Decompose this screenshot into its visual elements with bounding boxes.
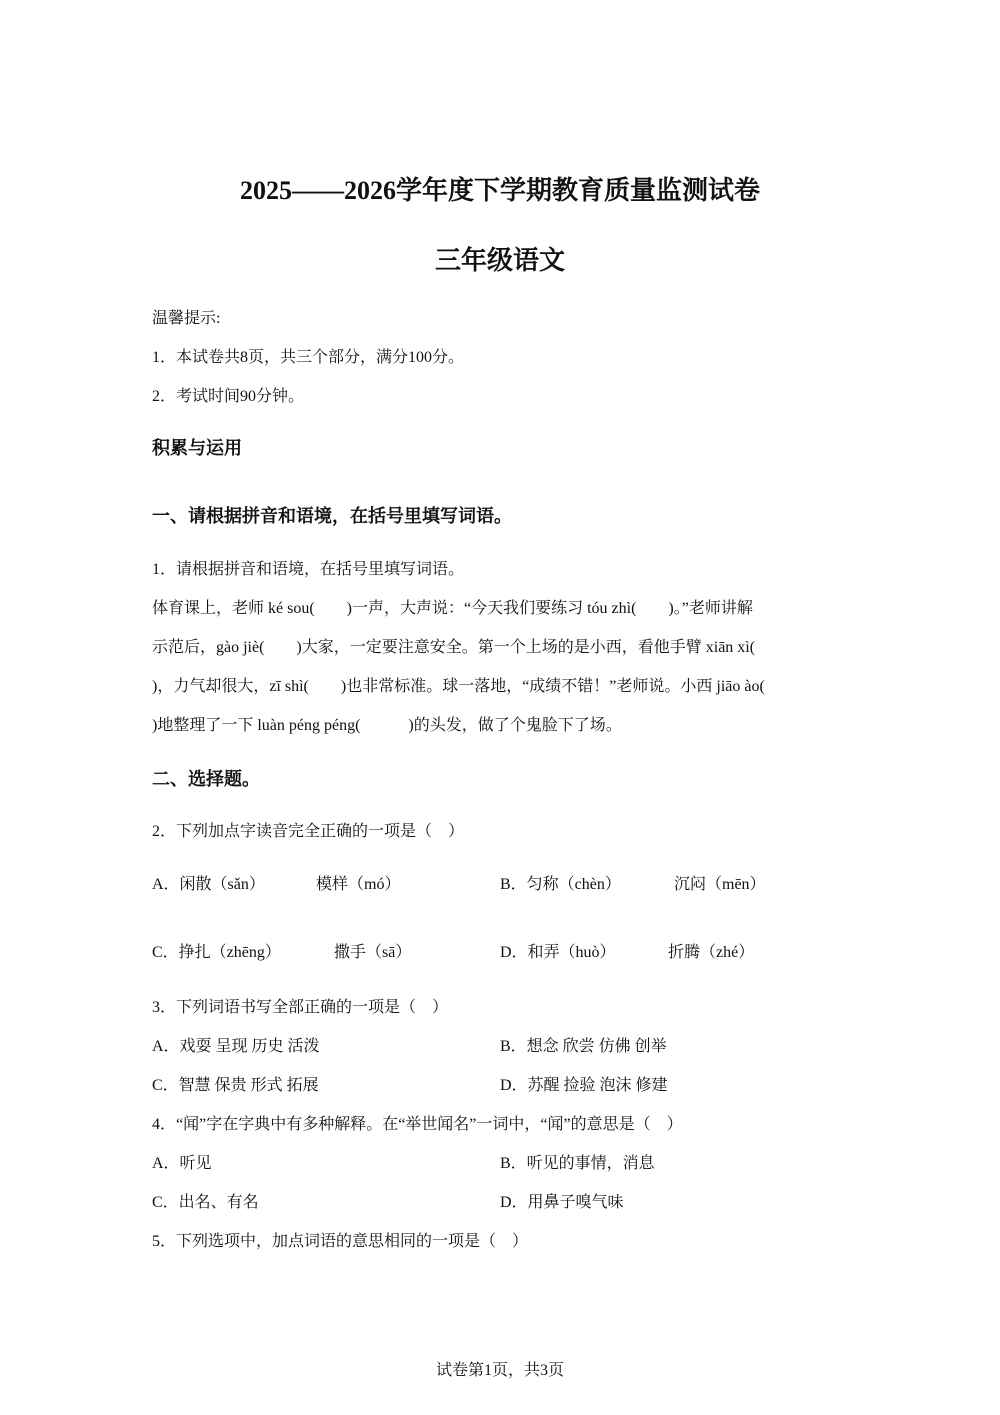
option-b: B．想念 欣尝 仿佛 创举 <box>500 1038 667 1055</box>
exam-subtitle: 三年级语文 <box>434 246 565 275</box>
notice-item: 1．本试卷共8页，共三个部分，满分100分。 <box>152 349 465 366</box>
page-footer: 试卷第1页，共3页 <box>435 1362 564 1379</box>
notice-label: 温馨提示: <box>152 310 221 327</box>
question-stem: 2．下列加点字读音完全正确的一项是（ ） <box>152 823 465 840</box>
question-stem: 5．下列选项中，加点词语的意思相同的一项是（ ） <box>152 1233 529 1250</box>
section-heading: 积累与运用 <box>152 438 242 458</box>
option-c: C．出名、有名 <box>152 1194 259 1211</box>
option-a: A．戏耍 呈现 历史 活泼 <box>152 1038 320 1055</box>
option-c-word2: 撒手（sā） <box>334 944 412 961</box>
passage-line: )，力气却很大，zī shì( )也非常标准。球一落地，“成绩不错！”老师说。小西 jiāo ào( <box>152 678 765 695</box>
option-a-word2: 模样（mó） <box>316 876 401 893</box>
option-c: C．智慧 保贵 形式 拓展 <box>152 1077 319 1094</box>
option-d: D．和弄（huò） <box>500 944 616 961</box>
option-d: D．苏醒 捡验 泡沫 修建 <box>500 1077 668 1094</box>
passage-line: 体育课上，老师 ké sou( )一声，大声说：“今天我们要练习 tóu zhì( )。”老师讲解 <box>152 600 753 617</box>
option-b: B．听见的事情，消息 <box>500 1155 655 1172</box>
option-a: A．听见 <box>152 1155 212 1172</box>
option-c: C．挣扎（zhēng） <box>152 944 281 961</box>
option-d: D．用鼻子嗅气味 <box>500 1194 624 1211</box>
question-stem: 4．“闻”字在字典中有多种解释。在“举世闻名”一词中，“闻”的意思是（ ） <box>152 1116 683 1133</box>
notice-item: 2．考试时间90分钟。 <box>152 388 305 405</box>
option-d-word2: 折腾（zhé） <box>668 944 755 961</box>
passage-line: )地整理了一下 luàn péng péng( )的头发，做了个鬼脸下了场。 <box>152 717 622 734</box>
option-b: B．匀称（chèn） <box>500 876 621 893</box>
question-stem: 1．请根据拼音和语境，在括号里填写词语。 <box>152 561 465 578</box>
part-heading: 二、选择题。 <box>152 769 260 789</box>
part-heading: 一、请根据拼音和语境，在括号里填写词语。 <box>152 506 512 526</box>
option-b-word2: 沉闷（mēn） <box>674 876 766 893</box>
question-stem: 3．下列词语书写全部正确的一项是（ ） <box>152 999 449 1016</box>
exam-title: 2025——2026学年度下学期教育质量监测试卷 <box>239 176 760 205</box>
option-a: A．闲散（sǎn） <box>152 876 265 893</box>
passage-line: 示范后，gào jiè( )大家，一定要注意安全。第一个上场的是小西，看他手臂 xiān xì( <box>152 639 756 656</box>
